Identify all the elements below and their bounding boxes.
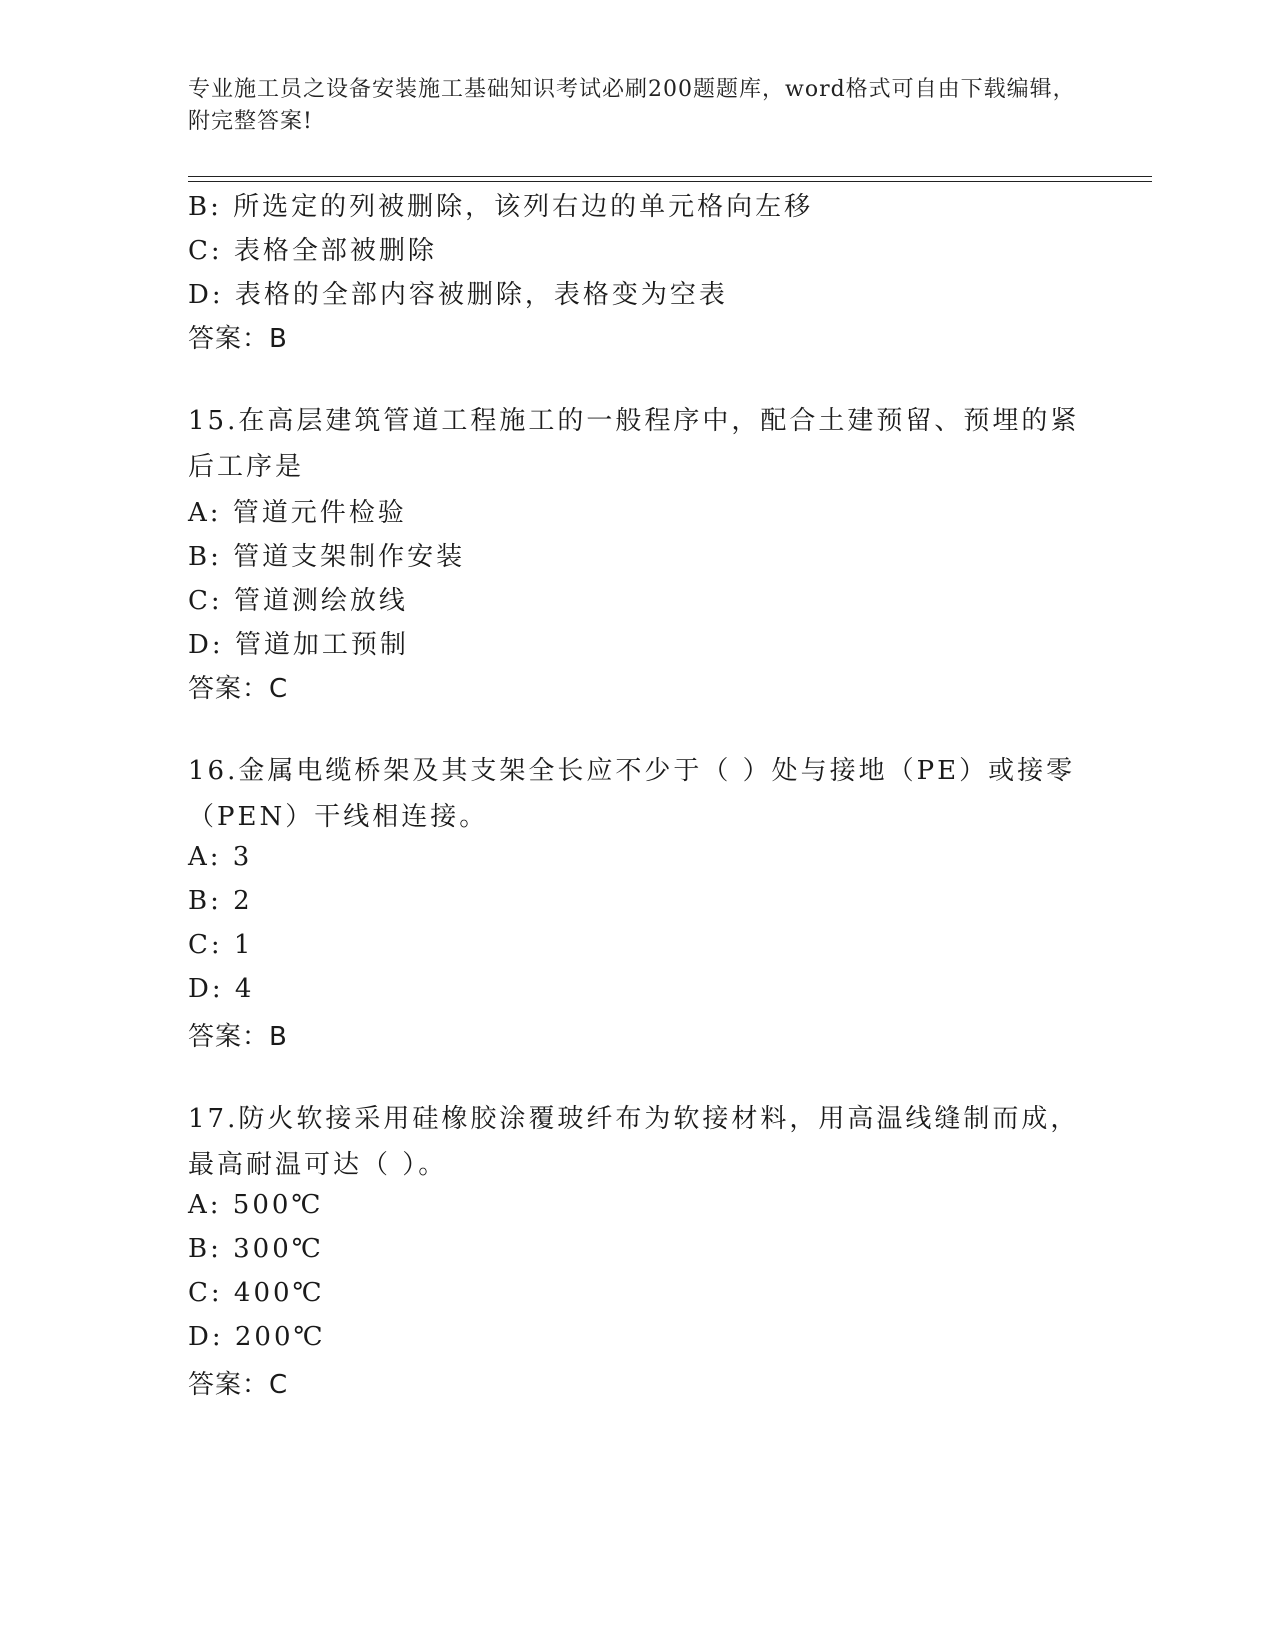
q15-option-d: D: 管道加工预制 [188, 630, 409, 660]
q17-question: 17.防火软接采用硅橡胶涂覆玻纤布为软接材料，用高温线缝制而成，最高耐温可达（ ）。 [188, 1104, 1080, 1180]
q16-option-b: B: 2 [188, 886, 253, 916]
q14-option-d: D: 表格的全部内容被删除，表格变为空表 [188, 280, 728, 310]
q17-option-c: C: 400℃ [188, 1278, 325, 1308]
q15-option-a: A: 管道元件检验 [188, 498, 407, 528]
header-divider-top [188, 176, 1152, 177]
q16-option-a: A: 3 [188, 842, 253, 872]
q16-option-c: C: 1 [188, 930, 254, 960]
q15-option-c: C: 管道测绘放线 [188, 586, 408, 616]
q14-option-c: C: 表格全部被删除 [188, 236, 437, 266]
q17-option-a: A: 500℃ [188, 1190, 324, 1220]
q15-question: 15.在高层建筑管道工程施工的一般程序中，配合土建预留、预埋的紧后工序是 [188, 406, 1080, 482]
document-header: 专业施工员之设备安装施工基础知识考试必刷200题题库，word格式可自由下载编辑，附完整答案! [188, 77, 1076, 134]
q15-option-b: B: 管道支架制作安装 [188, 542, 466, 572]
q17-option-d: D: 200℃ [188, 1322, 326, 1352]
q16-answer: 答案：B [188, 1022, 288, 1052]
q14-option-b: B: 所选定的列被删除，该列右边的单元格向左移 [188, 192, 814, 222]
header-divider-bottom [188, 181, 1152, 182]
q14-answer: 答案：B [188, 324, 288, 354]
q17-option-b: B: 300℃ [188, 1234, 324, 1264]
q15-answer: 答案：C [188, 674, 289, 704]
q17-answer: 答案：C [188, 1370, 289, 1400]
q16-option-d: D: 4 [188, 974, 255, 1004]
q16-question: 16.金属电缆桥架及其支架全长应不少于（ ）处与接地（PE）或接零（PEN）干线相连接。 [188, 756, 1076, 832]
